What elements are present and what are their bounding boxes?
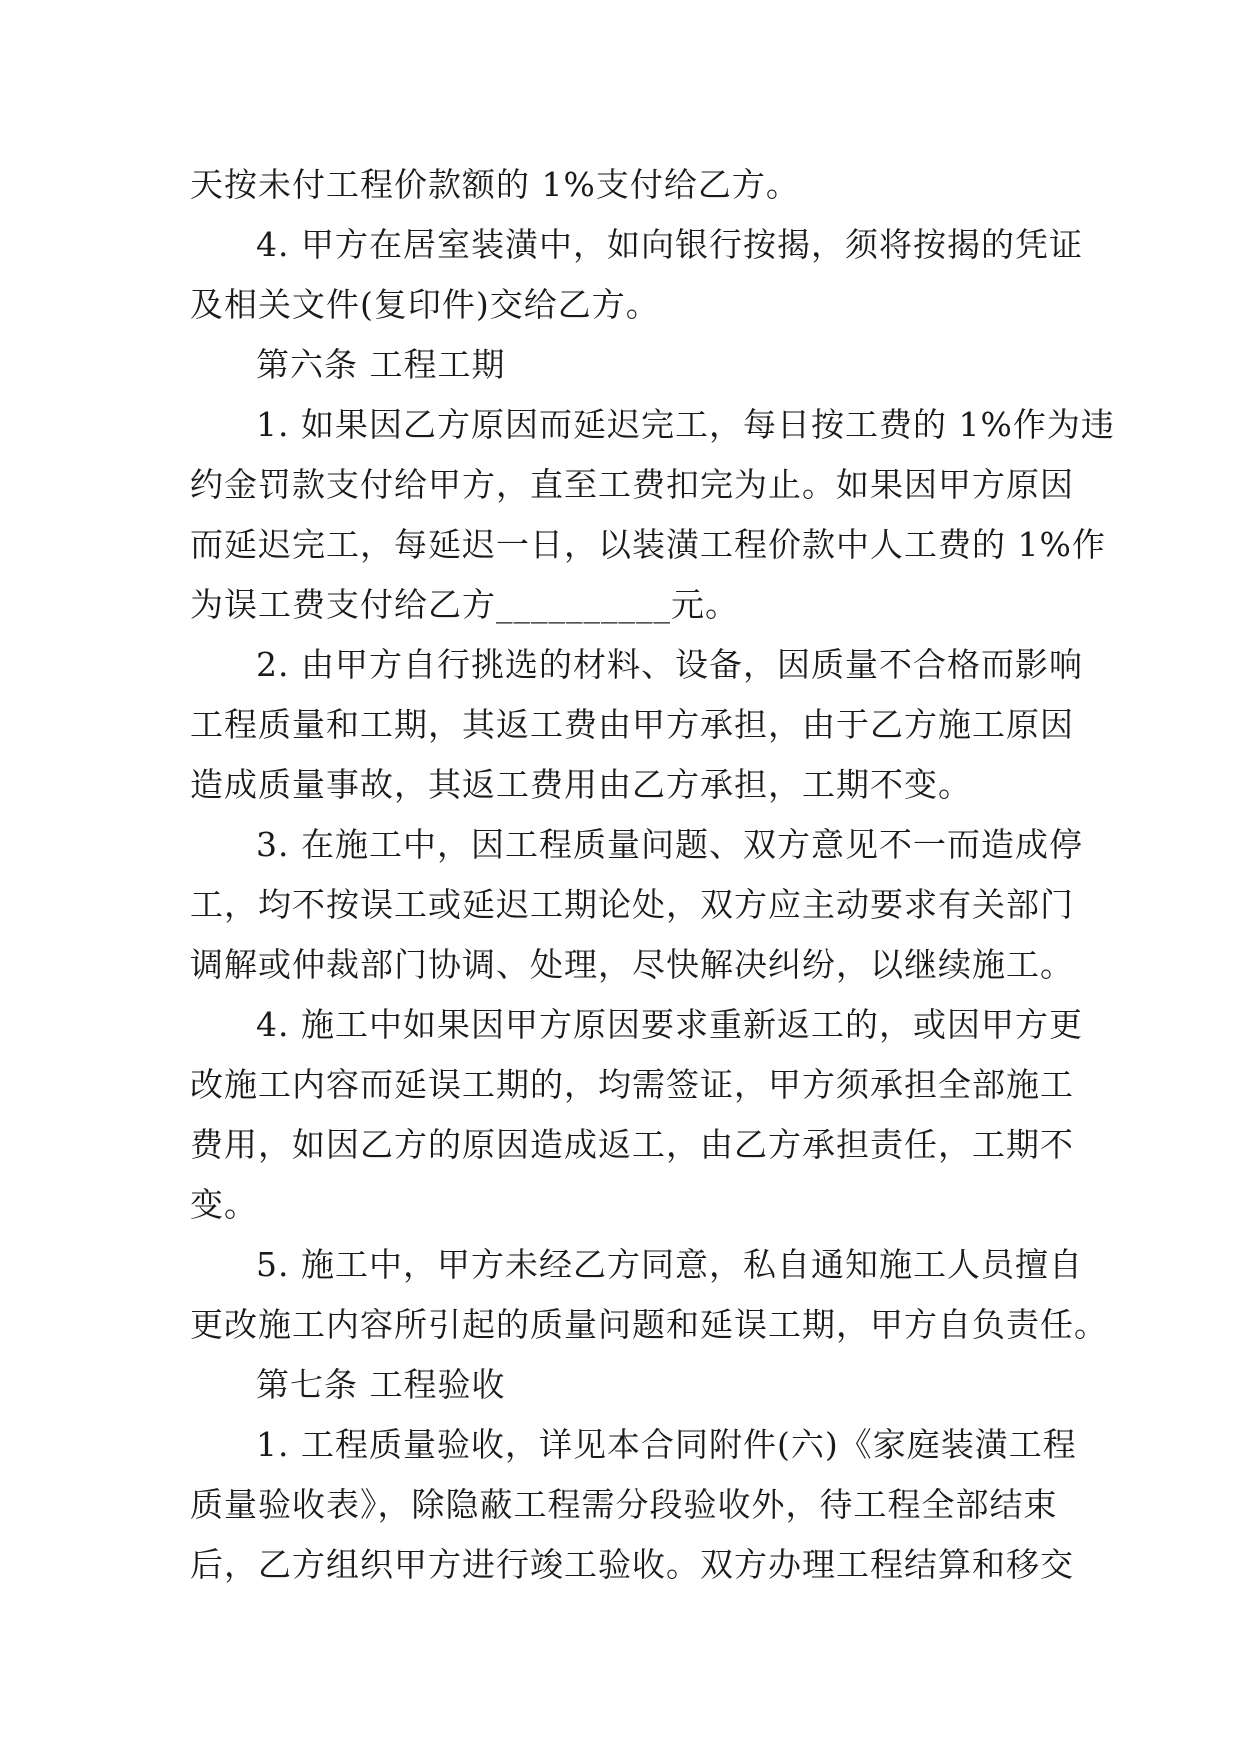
clause-6-item-5: 5. 施工中，甲方未经乙方同意，私自通知施工人员擅自 [256,1245,1083,1284]
text-line: 改施工内容而延误工期的，均需签证，甲方须承担全部施工 [190,1065,1074,1104]
text-line: 后，乙方组织甲方进行竣工验收。双方办理工程结算和移交 [190,1545,1074,1584]
document-page [190,155,1115,1595]
text-line: 而延迟完工，每延迟一日，以装潢工程价款中人工费的 1%作 [190,525,1106,564]
clause-6-item-4: 4. 施工中如果因甲方原因要求重新返工的，或因甲方更 [256,1005,1083,1044]
text-line: 及相关文件(复印件)交给乙方。 [190,285,660,324]
text-line: 变。 [190,1185,258,1224]
text-line: 调解或仲裁部门协调、处理，尽快解决纠纷，以继续施工。 [190,945,1074,984]
clause-5-item-4: 4. 甲方在居室装潢中，如向银行按揭，须将按揭的凭证 [256,225,1083,264]
text-line: 费用，如因乙方的原因造成返工，由乙方承担责任，工期不 [190,1125,1074,1164]
clause-6-item-3: 3. 在施工中，因工程质量问题、双方意见不一而造成停 [256,825,1083,864]
text-line: 质量验收表》，除隐蔽工程需分段验收外，待工程全部结束 [190,1485,1058,1524]
text-line: 工，均不按误工或延迟工期论处，双方应主动要求有关部门 [190,885,1074,924]
text-line: 更改施工内容所引起的质量问题和延误工期，甲方自负责任。 [190,1305,1108,1344]
text-line: 工程质量和工期，其返工费由甲方承担，由于乙方施工原因 [190,705,1074,744]
text-line: 造成质量事故，其返工费用由乙方承担，工期不变。 [190,765,972,804]
clause-6-item-2: 2. 由甲方自行挑选的材料、设备，因质量不合格而影响 [256,645,1083,684]
article-7-heading: 第七条 工程验收 [256,1365,506,1404]
clause-7-item-1: 1. 工程质量验收，详见本合同附件(六)《家庭装潢工程 [256,1425,1077,1464]
text-line: 约金罚款支付给甲方，直至工费扣完为止。如果因甲方原因 [190,465,1074,504]
article-6-heading: 第六条 工程工期 [256,345,506,384]
text-line: 天按未付工程价款额的 1%支付给乙方。 [190,165,800,204]
clause-6-item-1: 1. 如果因乙方原因而延迟完工，每日按工费的 1%作为违 [256,405,1115,444]
text-line: 为误工费支付给乙方__________元。 [190,585,739,624]
